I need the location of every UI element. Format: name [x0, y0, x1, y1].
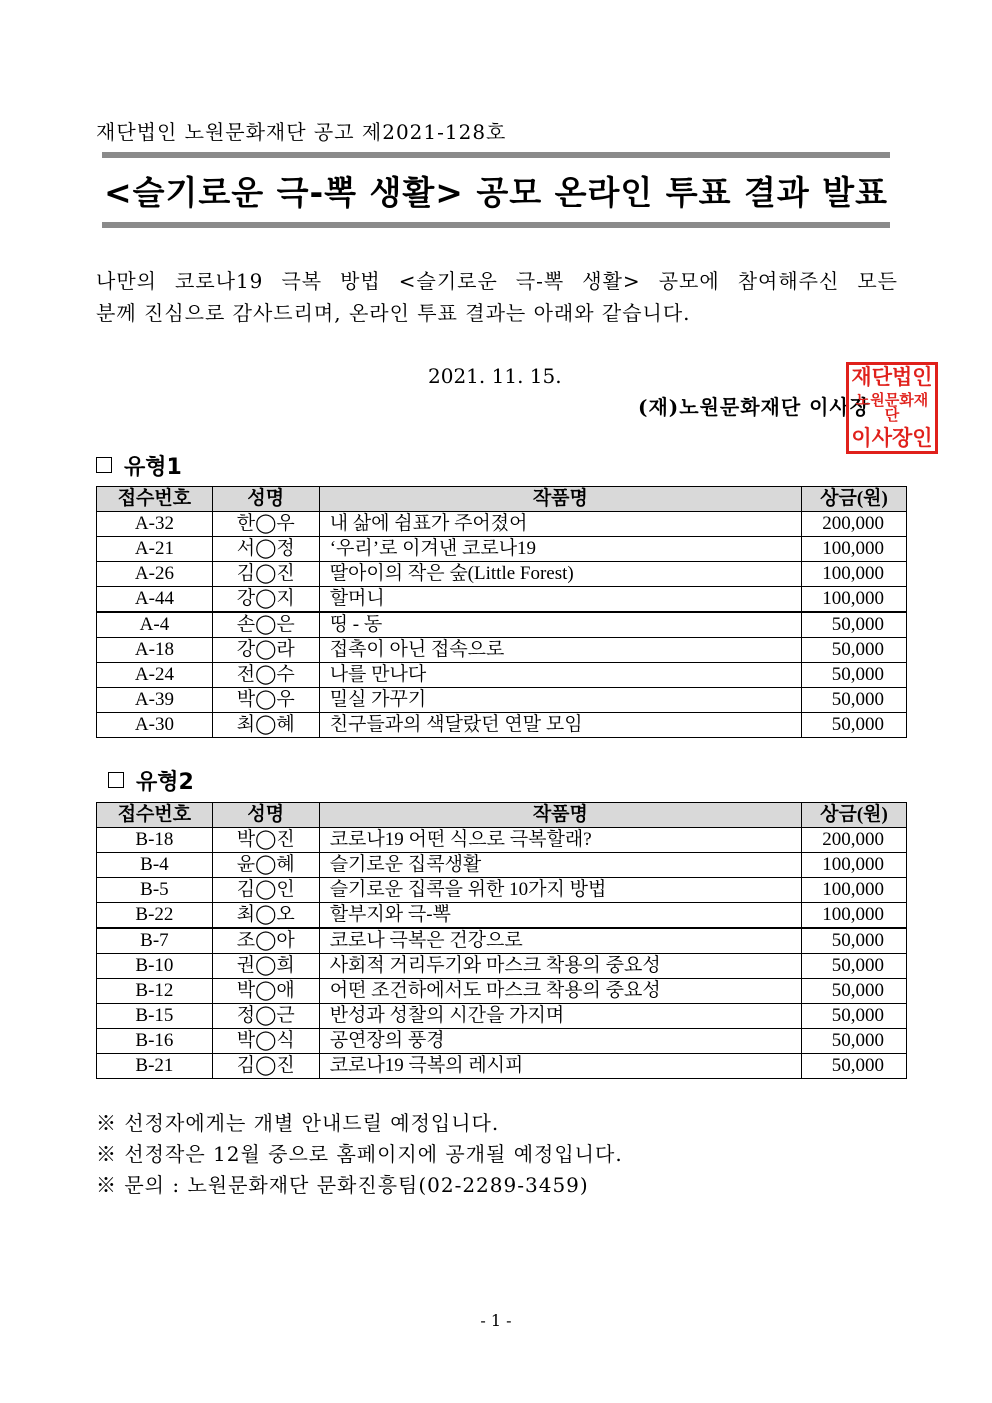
- square-bullet-icon: [108, 772, 124, 788]
- signer: (재)노원문화재단 이사장: [638, 395, 871, 419]
- entry-number: A-32: [97, 512, 213, 537]
- entry-number: B-7: [97, 928, 213, 954]
- work-title: 슬기로운 집콕을 위한 10가지 방법: [319, 878, 801, 903]
- entrant-name: 조◯아: [212, 928, 319, 954]
- entrant-name: 김◯진: [212, 1054, 319, 1079]
- title-banner: [102, 152, 890, 228]
- entrant-name: 정◯근: [212, 1004, 319, 1029]
- table-row: [97, 1029, 907, 1054]
- work-title: 띵 - 동: [319, 612, 801, 638]
- prize-amount: 200,000: [802, 828, 907, 853]
- prize-amount: 50,000: [802, 713, 907, 738]
- prize-amount: 100,000: [802, 562, 907, 587]
- table-row: [97, 512, 907, 537]
- entrant-name: 최◯오: [212, 903, 319, 929]
- entry-number: B-4: [97, 853, 213, 878]
- entrant-name: 김◯인: [212, 878, 319, 903]
- table-row: [97, 713, 907, 738]
- entry-number: A-26: [97, 562, 213, 587]
- prize-amount: 50,000: [802, 954, 907, 979]
- work-title: 접촉이 아닌 접속으로: [319, 638, 801, 663]
- table-row: [97, 612, 907, 638]
- work-title: 밀실 가꾸기: [319, 688, 801, 713]
- section-label-2: 유형2: [136, 770, 194, 795]
- header-name: 성명: [212, 803, 319, 828]
- table-row: [97, 878, 907, 903]
- entry-number: B-5: [97, 878, 213, 903]
- entry-number: A-44: [97, 587, 213, 613]
- seal-line-3: 이사장인: [851, 426, 933, 450]
- work-title: 코로나 극복은 건강으로: [319, 928, 801, 954]
- table-row: [97, 928, 907, 954]
- entrant-name: 윤◯혜: [212, 853, 319, 878]
- entrant-name: 한◯우: [212, 512, 319, 537]
- header-entry-number: 접수번호: [97, 487, 213, 512]
- table-row: [97, 954, 907, 979]
- prize-amount: 100,000: [802, 853, 907, 878]
- section-label-1: 유형1: [124, 455, 182, 480]
- work-title: 친구들과의 색달랐던 연말 모임: [319, 713, 801, 738]
- prize-amount: 50,000: [802, 1054, 907, 1079]
- entry-number: A-21: [97, 537, 213, 562]
- work-title: 사회적 거리두기와 마스크 착용의 중요성: [319, 954, 801, 979]
- table-row: [97, 688, 907, 713]
- entry-number: A-24: [97, 663, 213, 688]
- note-item: ※ 선정작은 12월 중으로 홈페이지에 공개될 예정입니다.: [96, 1142, 623, 1166]
- section-heading-1: [96, 450, 182, 481]
- entrant-name: 박◯애: [212, 979, 319, 1004]
- prize-amount: 50,000: [802, 1029, 907, 1054]
- note-item: ※ 문의 : 노원문화재단 문화진흥팀(02-2289-3459): [96, 1173, 589, 1197]
- entry-number: B-12: [97, 979, 213, 1004]
- work-title: 내 삶에 쉼표가 주어졌어: [319, 512, 801, 537]
- work-title: 나를 만나다: [319, 663, 801, 688]
- entrant-name: 박◯식: [212, 1029, 319, 1054]
- official-seal: [846, 362, 938, 454]
- prize-amount: 50,000: [802, 663, 907, 688]
- table-row: [97, 853, 907, 878]
- work-title: 어떤 조건하에서도 마스크 착용의 중요성: [319, 979, 801, 1004]
- work-title: 코로나19 어떤 식으로 극복할래?: [319, 828, 801, 853]
- results-table-1: [96, 486, 907, 738]
- entrant-name: 박◯우: [212, 688, 319, 713]
- entry-number: A-30: [97, 713, 213, 738]
- work-title: ‘우리’로 이겨낸 코로나19: [319, 537, 801, 562]
- prize-amount: 100,000: [802, 903, 907, 929]
- entry-number: A-18: [97, 638, 213, 663]
- entry-number: B-10: [97, 954, 213, 979]
- entrant-name: 강◯라: [212, 638, 319, 663]
- entry-number: B-21: [97, 1054, 213, 1079]
- table-row: [97, 1054, 907, 1079]
- header-prize: 상금(원): [802, 803, 907, 828]
- entrant-name: 권◯희: [212, 954, 319, 979]
- table-row: [97, 1004, 907, 1029]
- square-bullet-icon: [96, 457, 112, 473]
- entry-number: B-22: [97, 903, 213, 929]
- prize-amount: 50,000: [802, 979, 907, 1004]
- results-table-2: [96, 802, 907, 1079]
- header-entry-number: 접수번호: [97, 803, 213, 828]
- work-title: 딸아이의 작은 숲(Little Forest): [319, 562, 801, 587]
- entrant-name: 박◯진: [212, 828, 319, 853]
- work-title: 슬기로운 집콕생활: [319, 853, 801, 878]
- table-row: [97, 903, 907, 929]
- header-work-title: 작품명: [319, 487, 801, 512]
- table-row: [97, 562, 907, 587]
- entrant-name: 손◯은: [212, 612, 319, 638]
- table-row: [97, 979, 907, 1004]
- work-title: 반성과 성찰의 시간을 가지며: [319, 1004, 801, 1029]
- intro-line-2: 분께 진심으로 감사드리며, 온라인 투표 결과는 아래와 같습니다.: [96, 301, 691, 325]
- table-row: [97, 638, 907, 663]
- entry-number: A-39: [97, 688, 213, 713]
- entrant-name: 전◯수: [212, 663, 319, 688]
- entrant-name: 최◯혜: [212, 713, 319, 738]
- prize-amount: 100,000: [802, 878, 907, 903]
- intro-line-1: 나만의 코로나19 극복 방법 <슬기로운 극-뽁 생활> 공모에 참여해주신 모든: [96, 269, 898, 293]
- work-title: 할부지와 극-뽁: [319, 903, 801, 929]
- work-title: 공연장의 풍경: [319, 1029, 801, 1054]
- seal-line-2: 노원문화재단: [855, 391, 929, 424]
- table-row: [97, 537, 907, 562]
- table-header-row: [97, 487, 907, 512]
- section-heading-2: [108, 765, 194, 796]
- prize-amount: 50,000: [802, 638, 907, 663]
- prize-amount: 50,000: [802, 928, 907, 954]
- notes: [96, 1108, 623, 1201]
- entrant-name: 강◯지: [212, 587, 319, 613]
- table-header-row: [97, 803, 907, 828]
- entry-number: B-15: [97, 1004, 213, 1029]
- table-row: [97, 663, 907, 688]
- header-name: 성명: [212, 487, 319, 512]
- page-number: - 1 -: [480, 1311, 512, 1330]
- entrant-name: 김◯진: [212, 562, 319, 587]
- header-prize: 상금(원): [802, 487, 907, 512]
- seal-line-1: 재단법인: [851, 365, 933, 389]
- prize-amount: 50,000: [802, 688, 907, 713]
- notice-number: 재단법인 노원문화재단 공고 제2021-128호: [96, 120, 507, 144]
- entry-number: B-18: [97, 828, 213, 853]
- prize-amount: 200,000: [802, 512, 907, 537]
- prize-amount: 50,000: [802, 612, 907, 638]
- entry-number: A-4: [97, 612, 213, 638]
- announcement-date: 2021. 11. 15.: [428, 364, 562, 388]
- work-title: 코로나19 극복의 레시피: [319, 1054, 801, 1079]
- note-item: ※ 선정자에게는 개별 안내드릴 예정입니다.: [96, 1111, 500, 1135]
- prize-amount: 100,000: [802, 587, 907, 613]
- entrant-name: 서◯정: [212, 537, 319, 562]
- entry-number: B-16: [97, 1029, 213, 1054]
- work-title: 할머니: [319, 587, 801, 613]
- table-row: [97, 828, 907, 853]
- page-title: <슬기로운 극-뽁 생활> 공모 온라인 투표 결과 발표: [103, 172, 889, 212]
- header-work-title: 작품명: [319, 803, 801, 828]
- prize-amount: 100,000: [802, 537, 907, 562]
- table-row: [97, 587, 907, 613]
- prize-amount: 50,000: [802, 1004, 907, 1029]
